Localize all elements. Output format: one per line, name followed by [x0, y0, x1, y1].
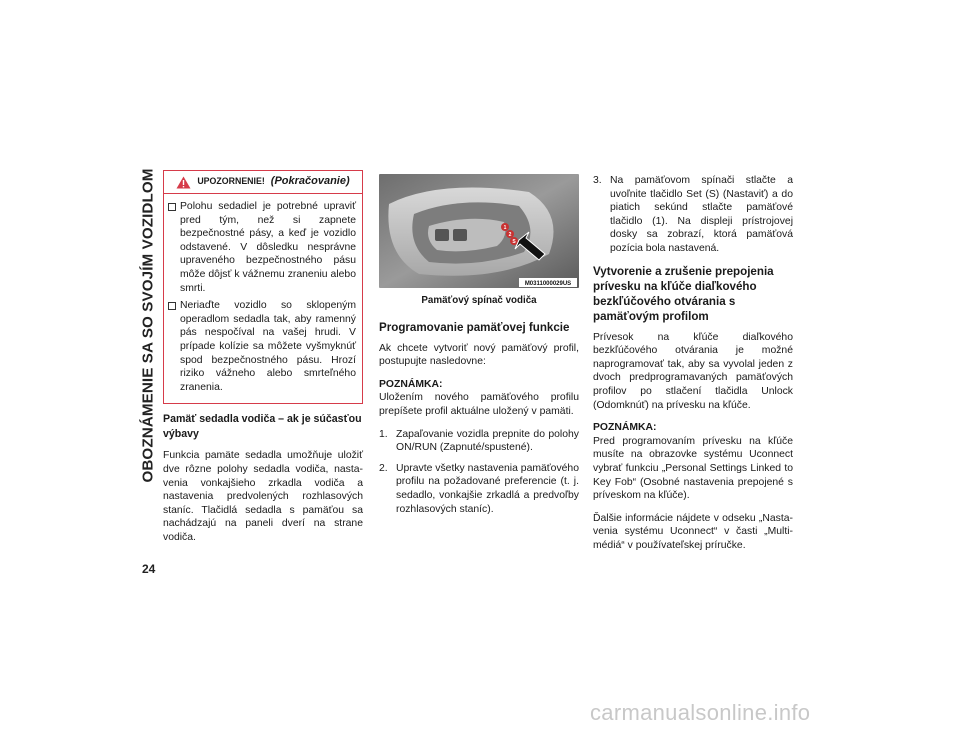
key-fob-note — [593, 421, 793, 503]
key-fob-body: Prívesok na kľúče diaľkového bezkľúčového otvárania je možné naprogramovať tak, aby sa vyvolal jeden z dvoch predprogramavaných pamäťových profilov po stlačení tlačidla Unlock (Odomknúť) na prívesku na kľúče. — [593, 331, 793, 411]
step-item — [379, 428, 579, 455]
warning-box — [163, 170, 363, 404]
column-middle — [379, 174, 579, 524]
step-text: Zapaľovanie vozidla prepnite do polohy ON/RUN (Zapnuté/spustené). — [396, 428, 579, 454]
step-item — [379, 462, 579, 516]
step-text: Upravte všetky nastavenia pamäťového profilu na požadované preferencie (t. j. sedadlo, vonkajšie zrkadlá a predvoľby rozhlasových staníc). — [396, 462, 579, 515]
memory-seat-heading: Pamäť sedadla vodiča – ak je súčasťou výbavy — [163, 413, 362, 441]
door-panel-illustration — [379, 174, 579, 288]
note-text: Uložením nového pamäťového profilu prepíšete profil aktuálne uložený v pamäti. — [379, 392, 579, 417]
memory-seat-body: Funkcia pamäte sedadla umožňuje uložiť dve rôzne polohy sedadla vodiča, nastavenia vonkajšieho zrkadla vodiča a nastavenia predvolených rozhlasových staníc. Tlačidlá sedadla s pamäťou sa nachádzajú na paneli dverí na strane vodiča. — [163, 450, 363, 543]
button-label-2: 2 — [508, 232, 512, 238]
button-label-s: S — [512, 239, 516, 245]
warning-item — [168, 299, 356, 394]
key-fob-more-info: Ďalšie informácie nájdete v odseku „Nastavenia systému Uconnect“ v časti „Multimédiá“ v používateľskej príručke. — [593, 512, 793, 551]
warning-list — [164, 200, 362, 394]
watermark-text: carmanualsonline.info — [590, 700, 811, 725]
figure-code: M0311000029US — [524, 281, 572, 287]
figure-caption: Pamäťový spínač vodiča — [421, 295, 537, 306]
warning-item-text: Polohu sedadiel je potrebné upraviť pred tým, než si zapnete bezpečnostné pásy, a keď je vozidlo odstavené. V dôsledku nesprávne upraveného bezpečnostného pásu môže dôjsť k vážnemu zraneniu alebo smrti. — [180, 201, 356, 294]
memory-switch-figure — [379, 174, 579, 288]
button-label-1: 1 — [503, 225, 507, 231]
section-side-title — [136, 164, 160, 486]
step-number: 3. — [593, 175, 602, 186]
step-number: 1. — [379, 428, 388, 440]
step-number: 2. — [379, 462, 388, 474]
square-bullet-icon — [168, 203, 176, 211]
column-left — [163, 170, 363, 553]
programming-heading: Programovanie pamäťovej funkcie — [379, 320, 570, 334]
step-item — [593, 174, 793, 256]
note-label: POZNÁMKA: — [379, 378, 443, 390]
programming-intro: Ak chcete vytvoriť nový pamäťový profil, postupujte nasledovne: — [379, 342, 579, 368]
key-fob-heading: Vytvorenie a zrušenie prepojenia prívesku na kľúče diaľkového bezkľúčového otvárania s pamäťovým profilom — [593, 264, 774, 323]
step-text: Na pamäťovom spínači stlačte a uvoľnite tlačidlo Set (S) (Nastaviť) a do piatich sekúnd stlačte pamäťové tlačidlo (1). Na displeji prístrojovej dosky sa zobrazí, ktorá pamäťová pozícia bola nastavená. — [610, 175, 793, 254]
warning-label: UPOZORNENIE! — [197, 176, 265, 187]
programming-steps — [379, 428, 579, 517]
warning-item-text: Neriaďte vozidlo so sklopeným operadlom sedadla tak, aby ramenný pás nespočíval na vašej hrudi. V prípade kolízie sa môžete vyšmyknúť spod bezpečnostného pásu. Hrozí riziko vážneho alebo smrteľného zranenia. — [180, 300, 356, 393]
section-title-text: OBOZNÁMENIE SA SO SVOJÍM VOZIDLOM — [139, 167, 157, 483]
programming-steps-continued — [593, 174, 793, 256]
page-number: 24 — [142, 562, 156, 576]
square-bullet-icon — [168, 302, 176, 310]
note-text: Pred programovaním prívesku na kľúče musíte na obrazovke systému Uconnect vybrať funkciu „Personal Settings Linked to Key Fob“ (Osobné nastavenia prepojené s príveskom na kľúče). — [593, 435, 793, 502]
programming-note — [379, 378, 579, 419]
warning-continued: (Pokračovanie) — [270, 175, 350, 188]
warning-item — [168, 200, 356, 295]
column-right — [593, 174, 793, 561]
warning-header — [164, 171, 362, 194]
warning-triangle-icon — [176, 176, 191, 189]
note-label: POZNÁMKA: — [593, 422, 657, 434]
